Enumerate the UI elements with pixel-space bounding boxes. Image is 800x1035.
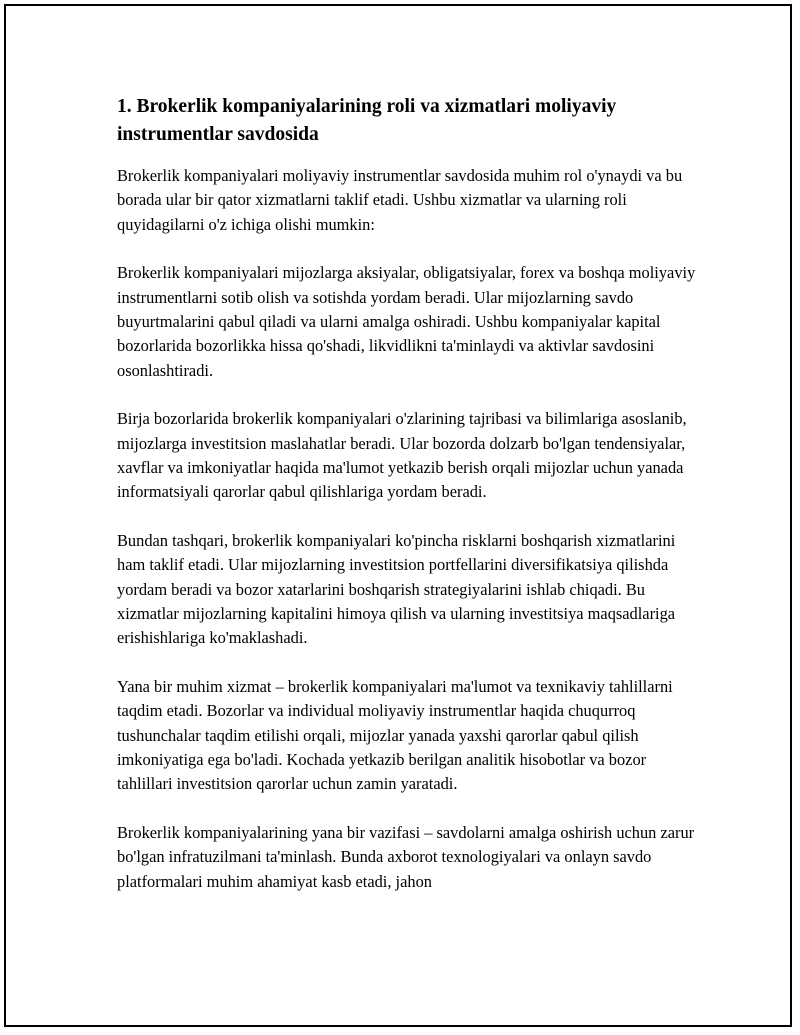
paragraph-analysis: Yana bir muhim xizmat – brokerlik kompaniyalari ma'lumot va texnikaviy tahlillarni taqdim etadi. Bozorlar va individual moliyaviy instrumentlar haqida chuqurroq tushunchalar taqdim etilishi orqali, mijozlar yanada yaxshi qarorlar qabul qilish imkoniyatiga ega bo'ladi. Kochada yetkazib berilgan analitik hisobotlar va bozor tahlillari investitsion qarorlar uchun zamin yaratadi. <box>117 677 673 794</box>
paragraph-intro: Brokerlik kompaniyalari moliyaviy instrumentlar savdosida muhim rol o'ynaydi va bu borada ular bir qator xizmatlarni taklif etadi. Ushbu xizmatlar va ularning roli quyidagilarni o'z ichiga olishi mumkin: <box>117 166 683 234</box>
document-body <box>117 93 697 918</box>
paragraph-investment-advice: Birja bozorlarida brokerlik kompaniyalari o'zlarining tajribasi va bilimlariga asoslanib, mijozlarga investitsion maslahatlar beradi. Ular bozorda dolzarb bo'lgan tendensiyalar, xavflar va imkoniyatlar haqida ma'lumot yetkazib berish orqali mijozlar uchun yanada informatsiyali qarorlar qabul qilishlariga yordam beradi. <box>117 409 687 502</box>
paragraph-trading-services: Brokerlik kompaniyalari mijozlarga aksiyalar, obligatsiyalar, forex va boshqa moliyaviy instrumentlarni sotib olish va sotishda yordam beradi. Ular mijozlarning savdo buyurtmalarini qabul qiladi va ularni amalga oshiradi. Ushbu kompaniyalar kapital bozorlarida bozorlikka hissa qo'shadi, likvidlikni ta'minlaydi va aktivlar savdosini osonlashtiradi. <box>117 263 696 380</box>
section-heading: 1. Brokerlik kompaniyalarining roli va xizmatlari moliyaviy instrumentlar savdosida <box>117 96 617 145</box>
paragraph-infrastructure: Brokerlik kompaniyalarining yana bir vazifasi – savdolarni amalga oshirish uchun zarur bo'lgan infratuzilmani ta'minlash. Bunda axborot texnologiyalari va onlayn savdo platformalari muhim ahamiyat kasb etadi, jahon <box>117 823 695 891</box>
paragraph-risk-management: Bundan tashqari, brokerlik kompaniyalari ko'pincha risklarni boshqarish xizmatlarini ham taklif etadi. Ular mijozlarning investitsion portfellarini diversifikatsiya qilishda yordam beradi va bozor xatarlarini boshqarish strategiyalarini ishlab chiqadi. Bu xizmatlar mijozlarning kapitalini himoya qilish va ularning investitsiya maqsadlariga erishishlariga ko'maklashadi. <box>117 531 676 648</box>
